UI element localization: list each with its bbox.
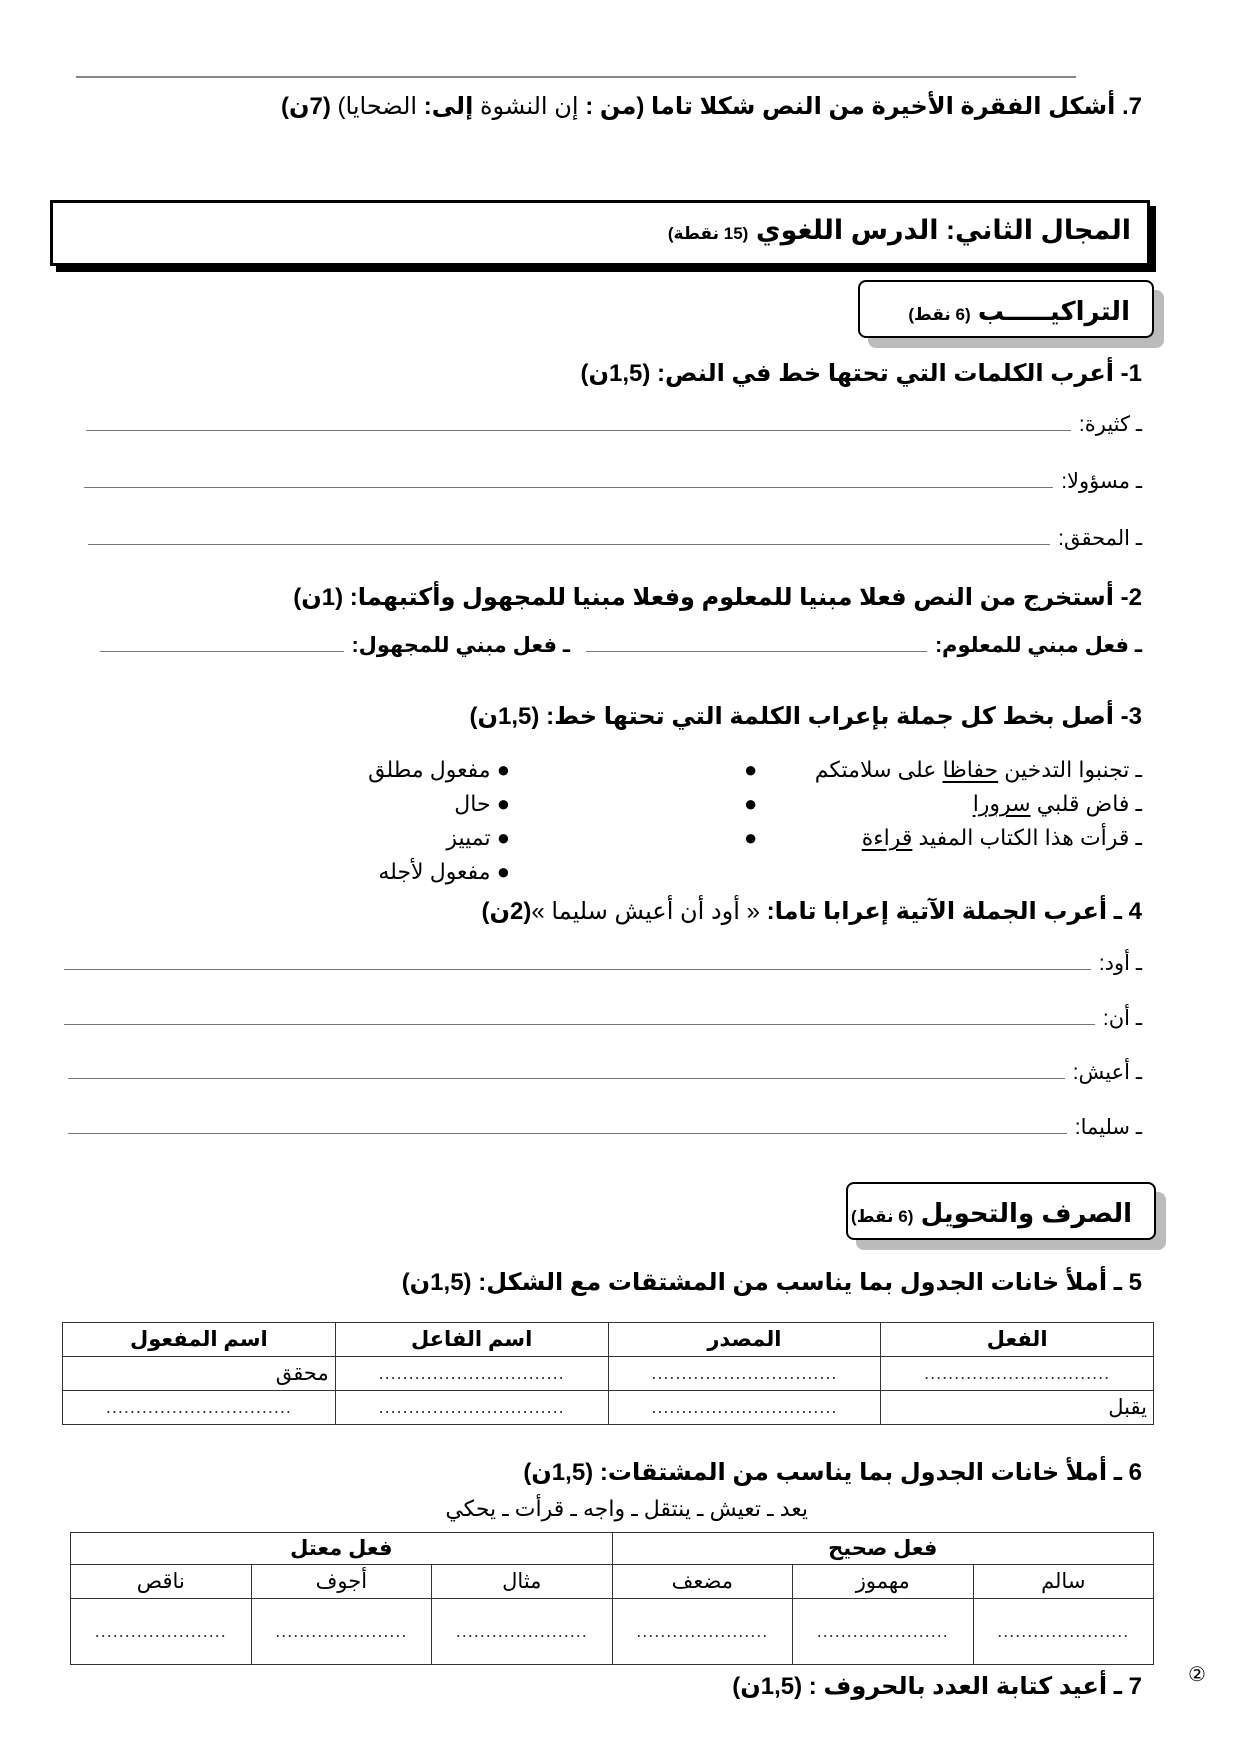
sarf-box bbox=[846, 1182, 1156, 1240]
q4-heading: 4 ـ أعرب الجملة الآتية إعرابا تاما: « أود أن أعيش سليما »(2ن) bbox=[481, 898, 1142, 925]
q5-cell: محقق bbox=[63, 1357, 336, 1391]
q6-subheader: ناقص bbox=[71, 1565, 252, 1599]
q6-cell[interactable]: ...................... bbox=[612, 1599, 792, 1665]
q5-cell[interactable]: ............................... bbox=[608, 1391, 881, 1425]
q1-line-1[interactable]: ـ كثيرة: bbox=[86, 412, 1142, 437]
q6-heading: 6 ـ أملأ خانات الجدول بما يناسب من المشتقات: (1,5ن) bbox=[523, 1459, 1142, 1486]
q1-heading: 1- أعرب الكلمات التي تحتها خط في النص: (1,5ن) bbox=[580, 360, 1142, 387]
q3-dot-left-2[interactable]: ● bbox=[744, 791, 758, 816]
q5-cell[interactable]: ............................... bbox=[608, 1357, 881, 1391]
q3-answer-1[interactable]: ● مفعول مطلق bbox=[368, 757, 510, 782]
tarakib-title: التراكيـــــب bbox=[977, 296, 1130, 326]
q3-sentence-3: ـ قرأت هذا الكتاب المفيد قراءة bbox=[861, 825, 1142, 850]
q1-line-2[interactable]: ـ مسؤولا: bbox=[84, 469, 1142, 494]
q3-dot-left-1[interactable]: ● bbox=[744, 757, 758, 782]
sarf-title: الصرف والتحويل bbox=[920, 1198, 1132, 1228]
q5-header: اسم المفعول bbox=[63, 1323, 336, 1357]
q5-cell[interactable]: ............................... bbox=[335, 1357, 608, 1391]
q5-header: المصدر bbox=[608, 1323, 881, 1357]
q5-cell[interactable]: ............................... bbox=[63, 1391, 336, 1425]
q6-subheader: أجوف bbox=[251, 1565, 431, 1599]
q4-line-1[interactable]: ـ أود: bbox=[64, 951, 1142, 976]
section2-points: (15 نقطة) bbox=[667, 224, 749, 243]
q6-subheader: مضعف bbox=[612, 1565, 792, 1599]
top-divider bbox=[76, 76, 1076, 78]
q3-dot-left-3[interactable]: ● bbox=[744, 825, 758, 850]
q6-subheader: سالم bbox=[973, 1565, 1153, 1599]
q6-cell[interactable]: ...................... bbox=[432, 1599, 612, 1665]
q6-subheader: مثال bbox=[432, 1565, 612, 1599]
q6-table bbox=[70, 1532, 1154, 1665]
sarf-points: (6 نقط) bbox=[851, 1207, 914, 1226]
q6-group-sahih: فعل صحيح bbox=[612, 1533, 1153, 1565]
q3-answer-2[interactable]: ● حال bbox=[454, 791, 510, 816]
q6-cell[interactable]: ...................... bbox=[71, 1599, 252, 1665]
section2-title: المجال الثاني: الدرس اللغوي bbox=[755, 215, 1131, 245]
q2-heading: 2- أستخرج من النص فعلا مبنيا للمعلوم وفعلا مبنيا للمجهول وأكتبهما: (1ن) bbox=[293, 584, 1142, 611]
q4-line-4[interactable]: ـ سليما: bbox=[68, 1115, 1142, 1140]
section2-box bbox=[50, 200, 1150, 266]
q5-cell[interactable]: ............................... bbox=[881, 1357, 1154, 1391]
q1-line-3[interactable]: ـ المحقق: bbox=[88, 526, 1142, 551]
q3-answer-3[interactable]: ● تمييز bbox=[446, 825, 510, 850]
tarakib-points: (6 نقط) bbox=[908, 305, 971, 324]
q6-cell[interactable]: ...................... bbox=[973, 1599, 1153, 1665]
q3-sentence-2: ـ فاض قلبي سرورا bbox=[972, 791, 1142, 816]
q6-cell[interactable]: ...................... bbox=[251, 1599, 431, 1665]
q7b-heading: 7 ـ أعيد كتابة العدد بالحروف : (1,5ن) bbox=[732, 1673, 1142, 1700]
q6-subheader: مهموز bbox=[793, 1565, 973, 1599]
q3-answer-4[interactable]: ● مفعول لأجله bbox=[378, 859, 510, 884]
q2-unknown-line[interactable]: ـ فعل مبني للمجهول: bbox=[100, 633, 570, 658]
q3-sentence-1: ـ تجنبوا التدخين حفاظا على سلامتكم bbox=[814, 757, 1142, 782]
page-number: ② bbox=[1188, 1664, 1206, 1686]
q5-cell: يقبل bbox=[881, 1391, 1154, 1425]
q5-table bbox=[62, 1322, 1154, 1425]
q6-group-mutal: فعل معتل bbox=[71, 1533, 613, 1565]
q4-line-2[interactable]: ـ أن: bbox=[64, 1006, 1142, 1031]
q5-header: الفعل bbox=[881, 1323, 1154, 1357]
q5-header: اسم الفاعل bbox=[335, 1323, 608, 1357]
q4-line-3[interactable]: ـ أعيش: bbox=[68, 1060, 1142, 1085]
q5-heading: 5 ـ أملأ خانات الجدول بما يناسب من المشتقات مع الشكل: (1,5ن) bbox=[401, 1269, 1142, 1296]
q2-known-line[interactable]: ـ فعل مبني للمعلوم: bbox=[586, 633, 1142, 658]
tarakib-box bbox=[858, 280, 1154, 338]
q7-heading: 7. أشكل الفقرة الأخيرة من النص شكلا تاما (من : إن النشوة إلى: الضحايا) (7ن) bbox=[281, 93, 1142, 120]
q5-cell[interactable]: ............................... bbox=[335, 1391, 608, 1425]
q6-cell[interactable]: ...................... bbox=[793, 1599, 973, 1665]
q6-words: يعد ـ تعيش ـ ينتقل ـ واجه ـ قرأت ـ يحكي bbox=[445, 1496, 808, 1521]
q3-heading: 3- أصل بخط كل جملة بإعراب الكلمة التي تحتها خط: (1,5ن) bbox=[469, 703, 1142, 730]
